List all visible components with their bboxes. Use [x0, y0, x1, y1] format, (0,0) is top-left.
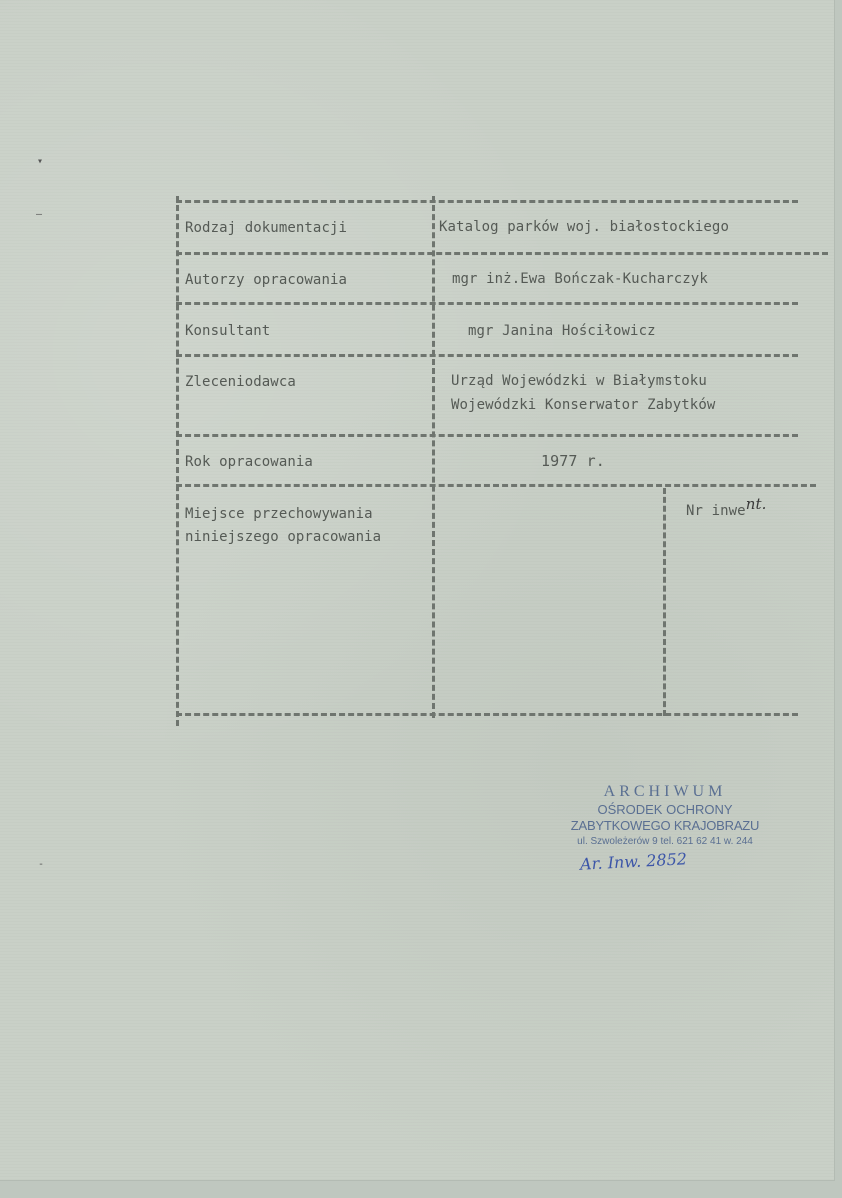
label-consultant: Konsultant — [185, 323, 271, 339]
inventory-number-label — [686, 495, 767, 522]
label-document-type: Rodzaj dokumentacji — [185, 220, 348, 236]
row-divider — [176, 302, 798, 305]
value-year: 1977 r. — [541, 452, 605, 470]
row-divider — [176, 200, 798, 203]
value-document-type: Katalog parków woj. białostockiego — [439, 219, 729, 235]
inventory-label-handwritten: nt. — [745, 495, 767, 513]
value-client-line1: Urząd Wojewódzki w Białymstoku — [451, 373, 707, 389]
label-storage-line1: Miejsce przechowywania — [185, 506, 373, 522]
row-divider — [176, 484, 816, 487]
stamp-line3: ul. Szwoleżerów 9 tel. 621 62 41 w. 244 — [577, 836, 753, 847]
row-divider — [176, 713, 798, 716]
label-storage-line2: niniejszego opracowania — [185, 529, 382, 545]
documentation-form-table — [176, 196, 828, 726]
value-consultant: mgr Janina Hościłowicz — [468, 323, 656, 339]
stamp-line2: ZABYTKOWEGO KRAJOBRAZU — [570, 818, 760, 833]
row-divider — [176, 354, 798, 357]
stamp-title: ARCHIWUM — [603, 783, 727, 800]
value-client-line2: Wojewódzki Konserwator Zabytków — [451, 397, 716, 413]
margin-mark: – — [36, 209, 43, 220]
label-authors: Autorzy opracowania — [185, 272, 348, 288]
row-divider — [176, 434, 798, 437]
inventory-label-typed: Nr inwe — [686, 503, 746, 519]
archive-stamp — [560, 782, 770, 850]
value-authors: mgr inż.Ewa Bończak-Kucharczyk — [452, 271, 708, 287]
inventory-column-divider — [663, 488, 666, 716]
row-divider — [176, 252, 828, 255]
stamp-line1: OŚRODEK OCHRONY — [597, 802, 733, 817]
handwritten-archive-number: Ar. Inw. 2852 — [579, 849, 688, 874]
left-border — [176, 196, 179, 726]
label-client: Zleceniodawca — [185, 374, 296, 390]
column-divider — [432, 196, 435, 718]
label-year: Rok opracowania — [185, 454, 313, 470]
margin-mark: ▾ — [37, 156, 44, 167]
margin-mark: - — [38, 859, 45, 870]
